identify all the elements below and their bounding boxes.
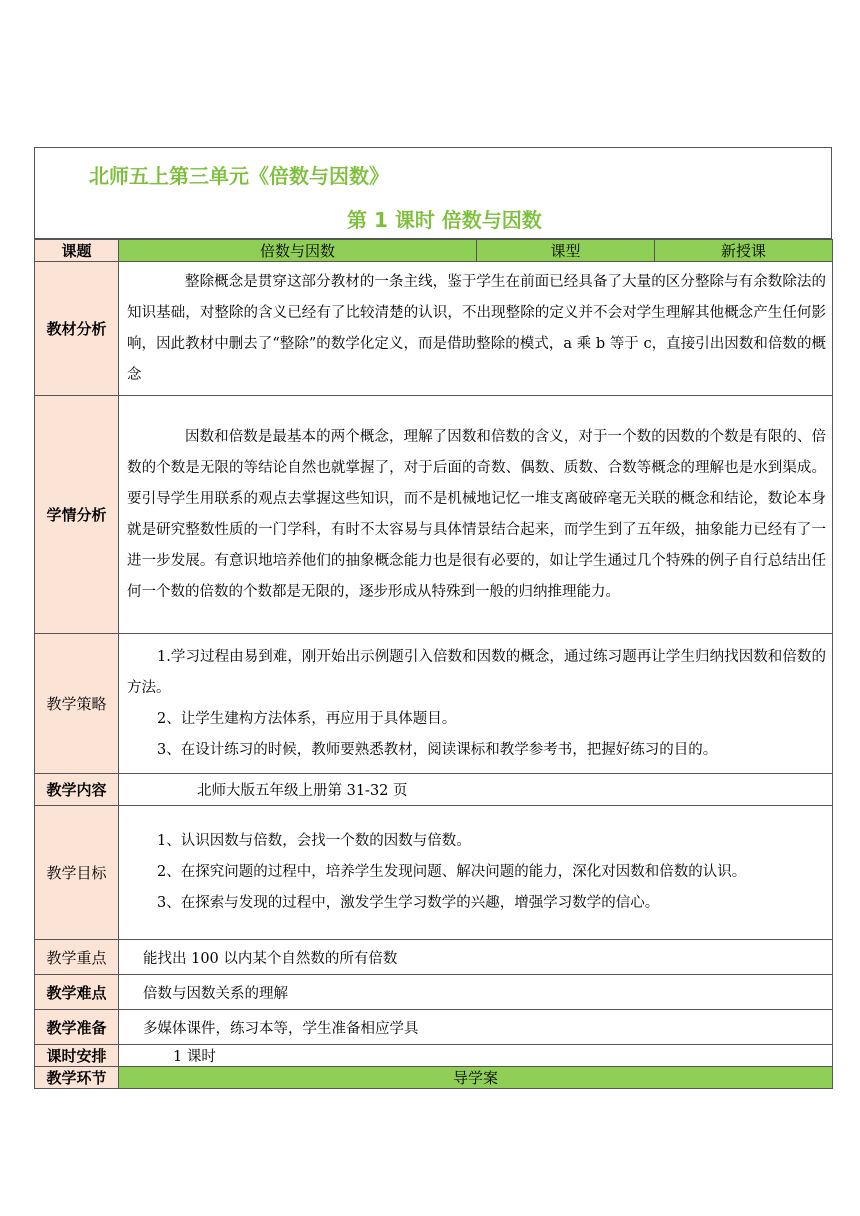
schedule-row [35,1045,833,1067]
strategy-item-2: 2、让学生建构方法体系，再应用于具体题目。 [157,710,457,727]
goal-item-1: 1、认识因数与倍数，会找一个数的因数与倍数。 [157,833,471,849]
material-label: 教材分析 [35,262,119,396]
lesson-plan-sheet [34,147,832,1089]
goal-item-2: 2、在探究问题的过程中，培养学生发现问题、解决问题的能力，深化对因数和倍数的认识。 [157,864,747,880]
strategy-label: 教学策略 [35,634,119,774]
students-text: 因数和倍数是最基本的两个概念，理解了因数和倍数的含义，对于一个数的因数的个数是有限的、倍数的个数是无限的等结论自然也就掌握了，对于后面的奇数、偶数、质数、合数等概念的理解也是水到渠成。要引导学生用联系的观点去掌握这些知识，而不是机械地记忆一堆支离破碎毫无关联的概念和结论，数论本身就是研究整数性质的一门学科，有时不太容易与具体情景结合起来，而学生到了五年级，抽象能力已经有了一进一步发展。有意识地培养他们的抽象概念能力也是很有必要的，如让学生通过几个特殊的例子自行总结出任何一个数的倍数的个数都是无限的，逐步形成从特殊到一般的归纳推理能力。 [127,428,826,600]
content-text: 北师大版五年级上册第 31-32 页 [119,774,833,806]
key-row [35,940,833,975]
content-label: 教学内容 [35,774,119,806]
type-label: 课型 [477,240,655,262]
key-text: 能找出 100 以内某个自然数的所有倍数 [119,940,833,975]
students-cell [119,396,833,634]
steps-label: 教学环节 [35,1067,119,1089]
goal-item-3: 3、在探索与发现的过程中，激发学生学习数学的兴趣，增强学习数学的信心。 [157,895,660,911]
goals-label: 教学目标 [35,806,119,940]
difficulty-text: 倍数与因数关系的理解 [119,975,833,1010]
schedule-text: 1 课时 [119,1045,833,1067]
document-title: 北师五上第三单元《倍数与因数》 [89,164,389,188]
strategy-row [35,634,833,774]
material-row [35,262,833,396]
students-label: 学情分析 [35,396,119,634]
strategy-item-1: 1.学习过程由易到难，刚开始出示例题引入倍数和因数的概念，通过练习题再让学生归纳找因数和倍数的方法。 [127,648,826,696]
content-row [35,774,833,806]
topic-label: 课题 [35,240,119,262]
lesson-plan-table [34,239,833,1089]
title-block [34,147,832,239]
topic-value: 倍数与因数 [119,240,477,262]
steps-row [35,1067,833,1089]
type-value: 新授课 [655,240,833,262]
topic-row [35,240,833,262]
prep-text: 多媒体课件，练习本等，学生准备相应学具 [119,1010,833,1045]
material-text: 整除概念是贯穿这部分教材的一条主线，鉴于学生在前面已经具备了大量的区分整除与有余数除法的知识基础，对整除的含义已经有了比较清楚的认识，不出现整除的定义并不会对学生理解其他概念产生任何影响，因此教材中删去了“整除”的数学化定义，而是借助整除的模式，a 乘 b 等于 c，直接引出因数和倍数的概念 [127,273,826,383]
strategy-item-3: 3、在设计练习的时候，教师要熟悉教材，阅读课标和教学参考书，把握好练习的目的。 [157,741,718,758]
students-row [35,396,833,634]
difficulty-row [35,975,833,1010]
steps-text: 导学案 [119,1067,833,1089]
goals-cell [119,806,833,940]
schedule-label: 课时安排 [35,1045,119,1067]
goals-row [35,806,833,940]
strategy-cell [119,634,833,774]
prep-label: 教学准备 [35,1010,119,1045]
prep-row [35,1010,833,1045]
material-cell [119,262,833,396]
lesson-subtitle: 第 1 课时 倍数与因数 [347,208,542,232]
key-label: 教学重点 [35,940,119,975]
difficulty-label: 教学难点 [35,975,119,1010]
